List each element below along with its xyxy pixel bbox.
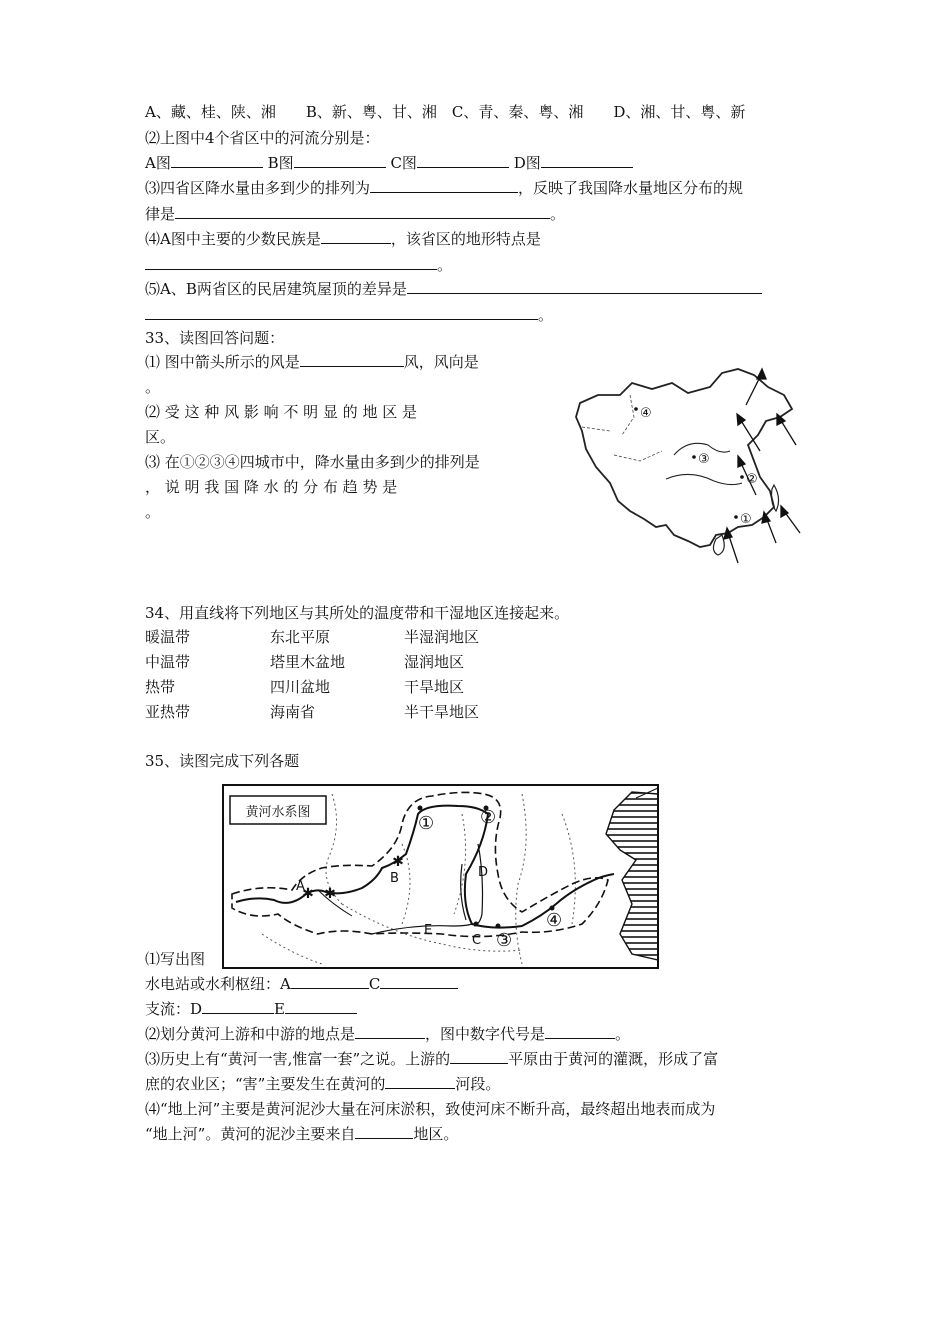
q35-part4: ⑷“地上河”主要是黄河泥沙大量在河床淤积，致使河床不断升高，最终超出地表而成为 [145, 1100, 716, 1118]
map-label-2: ② [746, 472, 758, 487]
blank-number[interactable] [545, 1024, 615, 1039]
map-num-2: ② [480, 807, 497, 828]
q32-part2-blanks: A图 B图 C图 D图 [145, 153, 633, 173]
blank-boundary[interactable] [355, 1024, 425, 1039]
q33-part2: ⑵ 受 这 种 风 影 响 不 明 显 的 地 区 是 [145, 403, 417, 421]
yellow-river-map [222, 784, 659, 970]
blank-roof[interactable] [407, 279, 762, 294]
blank-b[interactable] [294, 153, 386, 168]
blank-tributary-d[interactable] [202, 999, 274, 1014]
map-title: 黄河水系图 [245, 805, 311, 820]
region-1: 东北平原 [270, 628, 331, 646]
blank-plain[interactable] [450, 1049, 508, 1064]
map-num-1: ① [418, 813, 435, 834]
q35-part1-stations: 水电站或水利枢纽：A C [145, 974, 458, 994]
humidity-1: 半湿润地区 [404, 628, 480, 646]
humidity-4: 半干旱地区 [404, 703, 480, 721]
map-letter-d: D [478, 865, 489, 880]
blank-terrain[interactable] [145, 255, 437, 270]
q32-part4-cont: 。 [145, 255, 452, 275]
region-3: 四川盆地 [270, 678, 331, 696]
region-4: 海南省 [270, 703, 316, 721]
map-num-4: ④ [546, 910, 563, 931]
q35-part1-start: ⑴写出图 [145, 950, 206, 968]
china-monsoon-map [570, 365, 810, 575]
blank-tributary-e[interactable] [285, 999, 357, 1014]
q35-part2: ⑵划分黄河上游和中游的地点是 ，图中数字代号是 。 [145, 1025, 631, 1043]
humidity-3: 干旱地区 [404, 678, 465, 696]
q35-part1-tributaries: 支流：D E [145, 999, 357, 1019]
blank-order[interactable] [370, 178, 518, 193]
blank-roof-2[interactable] [145, 305, 538, 320]
map-label-3: ③ [698, 452, 710, 467]
q35-part4-cont: “地上河”。黄河的泥沙主要来自 地区。 [145, 1125, 459, 1143]
q33-part3: ⑶ 在①②③④四城市中，降水量由多到少的排列是 [145, 453, 480, 471]
map-label-4: ④ [640, 406, 652, 421]
map-letter-e: E [424, 923, 433, 938]
q35-part3: ⑶历史上有“黄河一害,惟富一套”之说。上游的 平原由于黄河的灌溉，形成了富 [145, 1050, 719, 1068]
q33-part3-end: 。 [145, 503, 161, 521]
q34-title: 34、用直线将下列地区与其所处的温度带和干湿地区连接起来。 [145, 604, 570, 622]
q35-title: 35、读图完成下列各题 [145, 752, 300, 770]
map-num-3: ③ [496, 930, 513, 951]
svg-text:✱: ✱ [392, 854, 404, 870]
q33-part3-cont: ， 说 明 我 国 降 水 的 分 布 趋 势 是 [145, 478, 398, 496]
blank-wind[interactable] [300, 352, 404, 367]
q32-part3-cont: 律是 。 [145, 205, 566, 223]
q35-part3-cont: 庶的农业区；“害”主要发生在黄河的 河段。 [145, 1075, 501, 1093]
svg-text:✱: ✱ [302, 886, 314, 902]
blank-station-c[interactable] [380, 974, 458, 989]
q33-part2-cont: 区。 [145, 428, 176, 446]
map-letter-c: C [472, 933, 482, 948]
svg-text:✱: ✱ [324, 886, 336, 902]
q32-options: A、藏、桂、陕、湘 B、新、粤、甘、湘 C、青、秦、粤、湘 D、湘、甘、粤、新 [145, 103, 746, 121]
blank-c[interactable] [417, 153, 509, 168]
q32-part5-cont: 。 [145, 305, 553, 325]
map-label-1: ① [740, 512, 752, 527]
q32-part5: ⑸A、B两省区的民居建筑屋顶的差异是 [145, 279, 762, 299]
temp-zone-3: 热带 [145, 678, 176, 696]
blank-section[interactable] [385, 1074, 455, 1089]
region-2: 塔里木盆地 [270, 653, 346, 671]
temp-zone-4: 亚热带 [145, 703, 191, 721]
blank-sediment[interactable] [355, 1124, 413, 1139]
map-letter-a: A [296, 879, 305, 894]
humidity-2: 湿润地区 [404, 653, 465, 671]
blank-minority[interactable] [321, 229, 391, 244]
blank-a[interactable] [171, 153, 263, 168]
map-letter-b: B [390, 871, 399, 886]
blank-station-a[interactable] [291, 974, 369, 989]
q32-part3: ⑶四省区降水量由多到少的排列为 ，反映了我国降水量地区分布的规 [145, 179, 744, 197]
q32-part4: ⑷A图中主要的少数民族是 ，该省区的地形特点是 [145, 230, 541, 248]
blank-d[interactable] [541, 153, 633, 168]
q32-part2: ⑵上图中4个省区中的河流分别是： [145, 129, 380, 147]
q33-title: 33、读图回答问题： [145, 329, 285, 347]
temp-zone-1: 暖温带 [145, 628, 191, 646]
q33-part1-end: 。 [145, 378, 161, 396]
temp-zone-2: 中温带 [145, 653, 191, 671]
q33-part1: ⑴ 图中箭头所示的风是 风，风向是 [145, 353, 479, 371]
blank-rule[interactable] [175, 204, 550, 219]
